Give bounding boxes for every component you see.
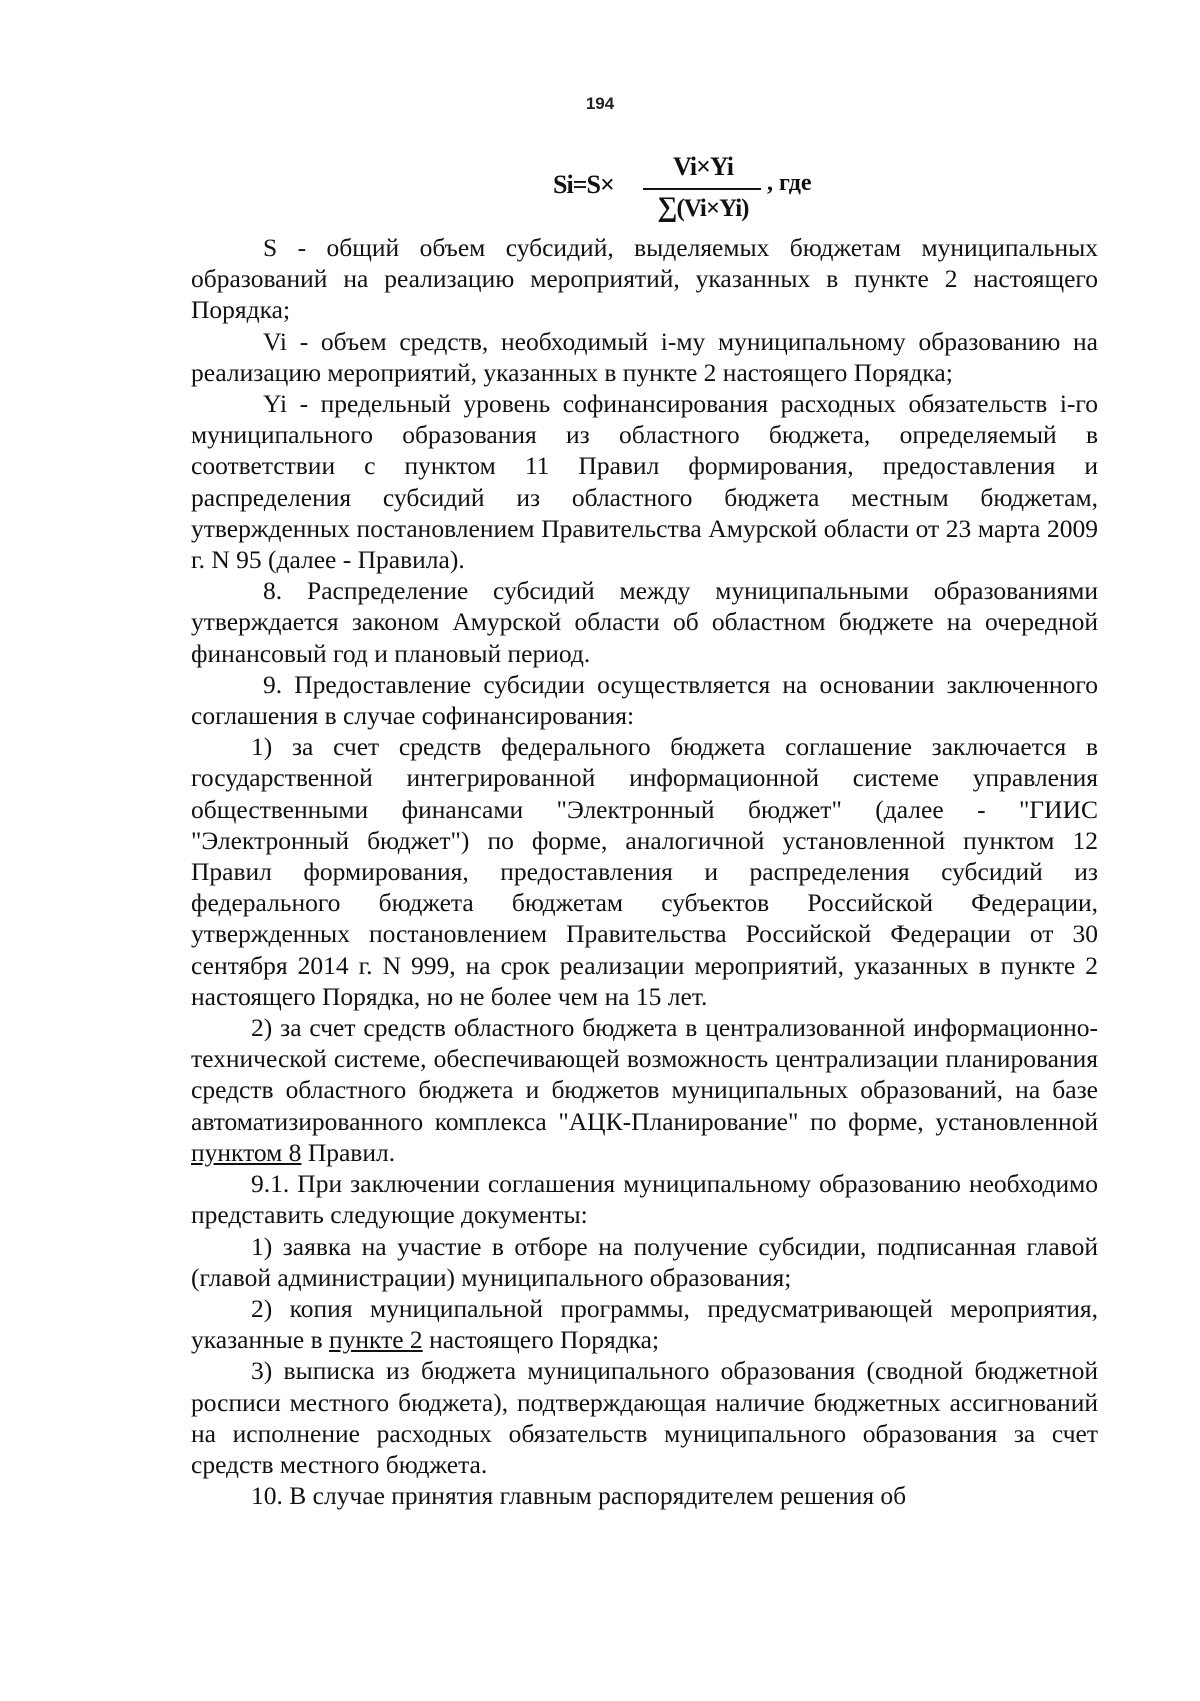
- paragraph-9-2-regional: [191, 1012, 1098, 1168]
- paragraph-9-1-federal: 1) за счет средств федерального бюджета соглашение заключается в государственной интегрированной информационной системе управления общественными финансами "Электронный бюджет" (далее - "ГИИС "Электронный бюджет") по форме, аналогичной установленной пунктом 12 Правил формирования, предоставления и распределения субсидий из федерального бюджета бюджетам субъектов Российской Федерации, утвержденных постановлением Правительства Российской Федерации от 30 сентября 2014 г. N 999, на срок реализации мероприятий, указанных в пункте 2 настоящего Порядка, но не более чем на 15 лет.: [191, 732, 1098, 1011]
- link-point-8[interactable]: пунктом 8: [191, 1137, 302, 1167]
- paragraph-9-1-item-2: [191, 1293, 1098, 1355]
- sigma-symbol: ∑: [657, 192, 677, 223]
- fraction-bar: [643, 188, 761, 190]
- paragraph-8: 8. Распределение субсидий между муниципальными образованиями утверждается законом Амурской области об областном бюджете на очередной финансовый год и плановый период.: [191, 576, 1098, 668]
- formula-tail: , где: [767, 170, 812, 196]
- link-point-2[interactable]: пункте 2: [329, 1325, 423, 1355]
- paragraph-yi-definition: Yi - предельный уровень софинансирования расходных обязательств i-го муниципального образования из областного бюджета, определяемый в соответствии с пунктом 11 Правил формирования, предоставления и распределения субсидий из областного бюджета местным бюджетам, утвержденных постановлением Правительства Амурской области от 23 марта 2009 г. N 95 (далее - Правила).: [191, 389, 1098, 575]
- paragraph-9-1-item-1: 1) заявка на участие в отборе на получение субсидии, подписанная главой (главой администрации) муниципального образования;: [191, 1231, 1098, 1292]
- formula-numerator: Vi×Yi: [673, 152, 733, 181]
- formula-lhs: Si=S×: [553, 170, 614, 199]
- formula-denominator: [641, 192, 765, 224]
- paragraph-s-definition: S - общий объем субсидий, выделяемых бюджетам муниципальных образований на реализацию мероприятий, указанных в пункте 2 настоящего Порядка;: [191, 233, 1098, 325]
- paragraph-9-1-item-3: 3) выписка из бюджета муниципального образования (сводной бюджетной росписи местного бюджета), подтверждающая наличие бюджетных ассигнований на исполнение расходных обязательств муниципального образования за счет средств местного бюджета.: [191, 1356, 1098, 1479]
- subsidy-formula: [545, 148, 835, 228]
- formula-denominator-body: (Vi×Yi): [676, 195, 749, 222]
- paragraph-9-1-item-2-before: 2) копия муниципальной программы, предусматривающей мероприятия, указанные в: [191, 1293, 1098, 1355]
- paragraph-9-2-text-before: 2) за счет средств областного бюджета в централизованной информационно-технической системе, обеспечивающей возможность централизации планирования средств областного бюджета и бюджетов муниципальных образований, на базе автоматизированного комплекса "АЦК-Планирование" по форме, установленной: [191, 1013, 1098, 1136]
- paragraph-10: 10. В случае принятия главным распорядителем решения об: [251, 1481, 907, 1511]
- paragraph-9-2-text-after: Правил.: [301, 1137, 396, 1167]
- paragraph-9: 9. Предоставление субсидии осуществляется на основании заключенного соглашения в случае софинансирования:: [191, 669, 1098, 731]
- paragraph-9-1-item-2-after: настоящего Порядка;: [422, 1325, 660, 1355]
- document-body: [191, 232, 1098, 1511]
- paragraph-vi-definition: Vi - объем средств, необходимый i-му муниципальному образованию на реализацию мероприятий, указанных в пункте 2 настоящего Порядка;: [191, 326, 1098, 387]
- page-number: 194: [585, 94, 615, 113]
- paragraph-9-1: 9.1. При заключении соглашения муниципальному образованию необходимо представить следующие документы:: [191, 1169, 1098, 1230]
